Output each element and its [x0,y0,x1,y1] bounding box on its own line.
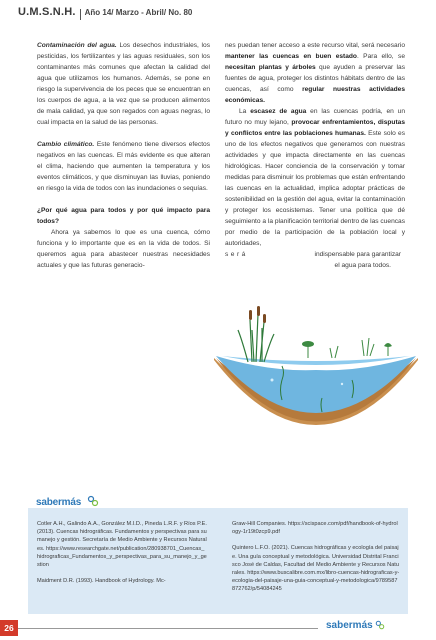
cattail-2 [257,306,260,316]
left-column [37,40,210,271]
plants-right [330,338,374,358]
issue-info: Año 14/ Marzo - Abril/ No. 80 [84,8,193,17]
paragraph-conclusion-start: Ahora ya sabemos lo que es una cuenca, cómo funciona y lo importante que es en la vida de todos. Si queremos agua para abastecer nuestras necesidades actuales y que las futuras generacio- [37,229,210,269]
page-header [18,6,192,22]
bubble [341,383,343,385]
references-left [37,520,207,593]
paragraph-final-line-2: el agua para todos. [334,262,391,269]
paragraph-final-line: será indispensable para garantizar [225,251,401,258]
cattail-1 [249,310,252,320]
text-water-pollution: Los desechos industriales, los pesticidas, los fertilizantes y las aguas residuales, son los contaminantes más comunes que afectan la calidad del agua que utilizamos los humanos. Además, se pone en riesgo la supervivencia de los peces que se encuentran en los cuerpos de agua, a la vez que se producen alimentos de mala calidad, ya que son regados con aguas negras, lo cual impacta en la salud de las personas. [37,42,210,126]
footer-rule [18,628,318,629]
footer-logo [326,620,385,631]
cattail-3 [263,314,266,323]
reference-item: Quintero L.F.O. (2021). Cuencas hidrográficas y ecología del paisaje. Una guía conceptual y metodológica. Universidad Distrital Francisco José de Caldas, Facultad del Medio Ambiente y Recursos Naturales. https://www.buscalibre.com.mx/libro-cuencas-hidrograficas-y-ecologia-del-paisaje-una-guia-conceptual-y-metodologica/9789587872762/p/54084245 [232,545,400,593]
paragraph-future-generations: nes puedan tener acceso a este recurso vital, será necesario mantener las cuencas en buen estado. Para ello, se necesitan plantas y árboles que ayuden a preservar las fuentes de agua, proteger los distintos hábitats dentro de las cuencas, así como regular nuestras actividades económicas. [225,42,406,104]
page-number: 26 [0,620,18,636]
footer-logo-text: sabermás [326,620,373,631]
section-question: ¿Por qué agua para todos y por qué impacto para todos? [37,207,210,225]
logo-text: sabermás [36,497,82,508]
heading-climate-change: Cambio climático. [37,141,95,148]
reference-item: Graw-Hill Companies. https://scispace.com/pdf/handbook-of-hydrology-1r19t0zcp9.pdf [232,521,398,536]
reeds-left [238,314,274,362]
paragraph-water-pollution [37,40,210,128]
text-climate-change: Este fenómeno tiene diversos efectos negativos en las cuencas. El más evidente es que alteran el clima, haciendo que aumenten la temperatura y los eventos climáticos, y que disminuyan las lluvias, poniendo en riesgo la vida de todos con las inundaciones o sequías. [37,141,210,192]
water-surface [222,356,410,365]
paragraph-climate-change [37,139,210,194]
right-column [225,40,405,271]
watershed-illustration [212,300,420,475]
references-right [232,520,400,602]
paragraph-water-scarcity: La escasez de agua en las cuencas podría, en un futuro no muy lejano, provocar enfrentamientos, disputas y conflictos entre las poblaciones humanas. Este solo es uno de los efectos negativos que generamos con nuestras actividades y que impacta directamente en las cuencas hidrológicas. Hacer conciencia de la conservación y tomar medidas para disminuir los problemas que están enfrentando las cuencas en la actualidad, implica adoptar prácticas de sostenibilidad en la gestión del agua, evitar la contaminación y proteger los ecosistemas. Tener una política que dé seguimiento a la planificación territorial dentro de las cuencas por medio de la participación de la población local y autoridades, [225,108,405,247]
footer-logo-mark-icon [375,620,385,630]
reference-item: Maidment D.R. (1993). Handbook of Hydrology. Mc- [37,578,166,585]
sabermas-logo [36,492,111,508]
bubble [271,379,274,382]
header-divider [80,9,81,20]
journal-brand: U.M.S.N.H. [18,6,76,18]
reference-item: Cotler A.H., Galindo A.A., González M.I.D., Pineda L.R.F. y Ríos P.E. (2013). Cuencas hidrográficas. Fundamentos y perspectivas para su manejo y gestión. Secretaría de Medio Ambiente y Recursos Naturales. https://www.researchgate.net/publication/280938701_Cuencas_hidrograficas_Fundamentos_y_perspectivas_para_su_manejo_y_gestion [37,521,207,569]
heading-water-pollution: Contaminación del agua. [37,42,117,49]
logo-mark-icon [87,495,99,507]
